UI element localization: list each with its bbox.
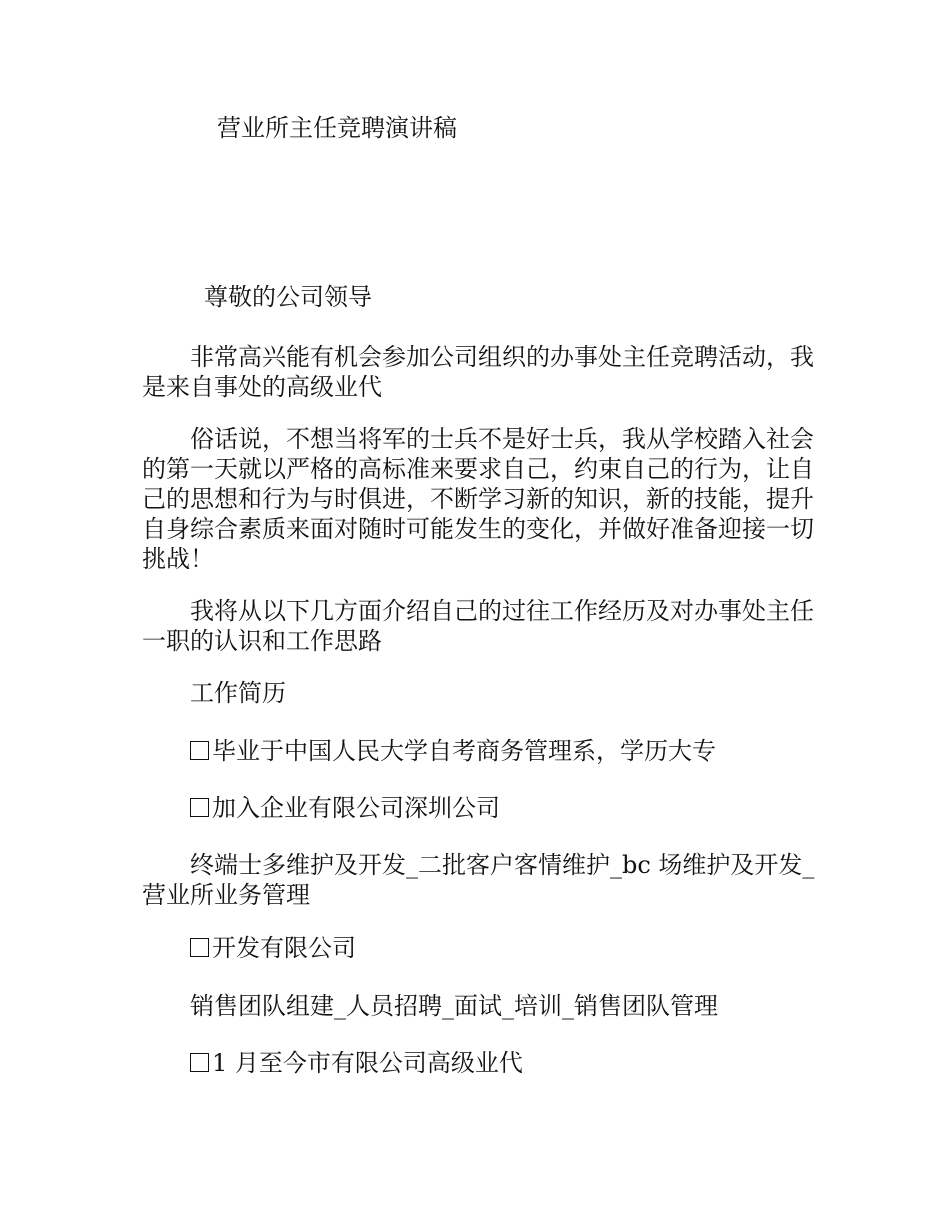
paragraph-text: 销售团队组建_人员招聘_面试_培训_销售团队管理 [190,992,718,1020]
paragraph-text: 工作简历 [190,679,286,707]
checkbox-icon [190,798,209,817]
paragraph-text: 俗话说，不想当将军的士兵不是好士兵，我从学校踏入社会的第一天就以严格的高标准来要求自己，约束自己的行为，让自己的思想和行为与时俱进，不断学习新的知识，新的技能，提升自身综合素质来面对随时可能发生的变化，并做好准备迎接一切挑战！ [142,425,814,573]
list-item-job-3 [142,1048,832,1078]
paragraph-text: 我将从以下几方面介绍自己的过往工作经历及对办事处主任一职的认识和工作思路 [142,597,814,655]
list-item-education [142,736,832,766]
paragraph-motto [142,424,832,574]
checkbox-icon [190,938,209,957]
list-item-text: 1 月至今市有限公司高级业代 [212,1049,523,1077]
list-item-text: 毕业于中国人民大学自考商务管理系，学历大专 [212,737,716,765]
paragraph-text: 终端士多维护及开发_二批客户客情维护_bc 场维护及开发_营业所业务管理 [142,851,815,909]
checkbox-icon [190,741,209,760]
salutation: 尊敬的公司领导 [204,283,372,311]
paragraph-intro [142,342,832,402]
paragraph-text: 非常高兴能有机会参加公司组织的办事处主任竞聘活动，我是来自事处的高级业代 [142,343,814,401]
list-item-text: 开发有限公司 [212,934,356,962]
document-title: 营业所主任竞聘演讲稿 [217,114,457,142]
list-item-job-1 [142,793,832,823]
section-heading-resume [142,678,832,708]
paragraph-outline [142,596,832,656]
list-item-text: 加入企业有限公司深圳公司 [212,794,500,822]
paragraph-job-2-duties [142,991,832,1021]
checkbox-icon [190,1053,209,1072]
list-item-job-2 [142,933,832,963]
paragraph-job-1-duties [142,850,832,910]
